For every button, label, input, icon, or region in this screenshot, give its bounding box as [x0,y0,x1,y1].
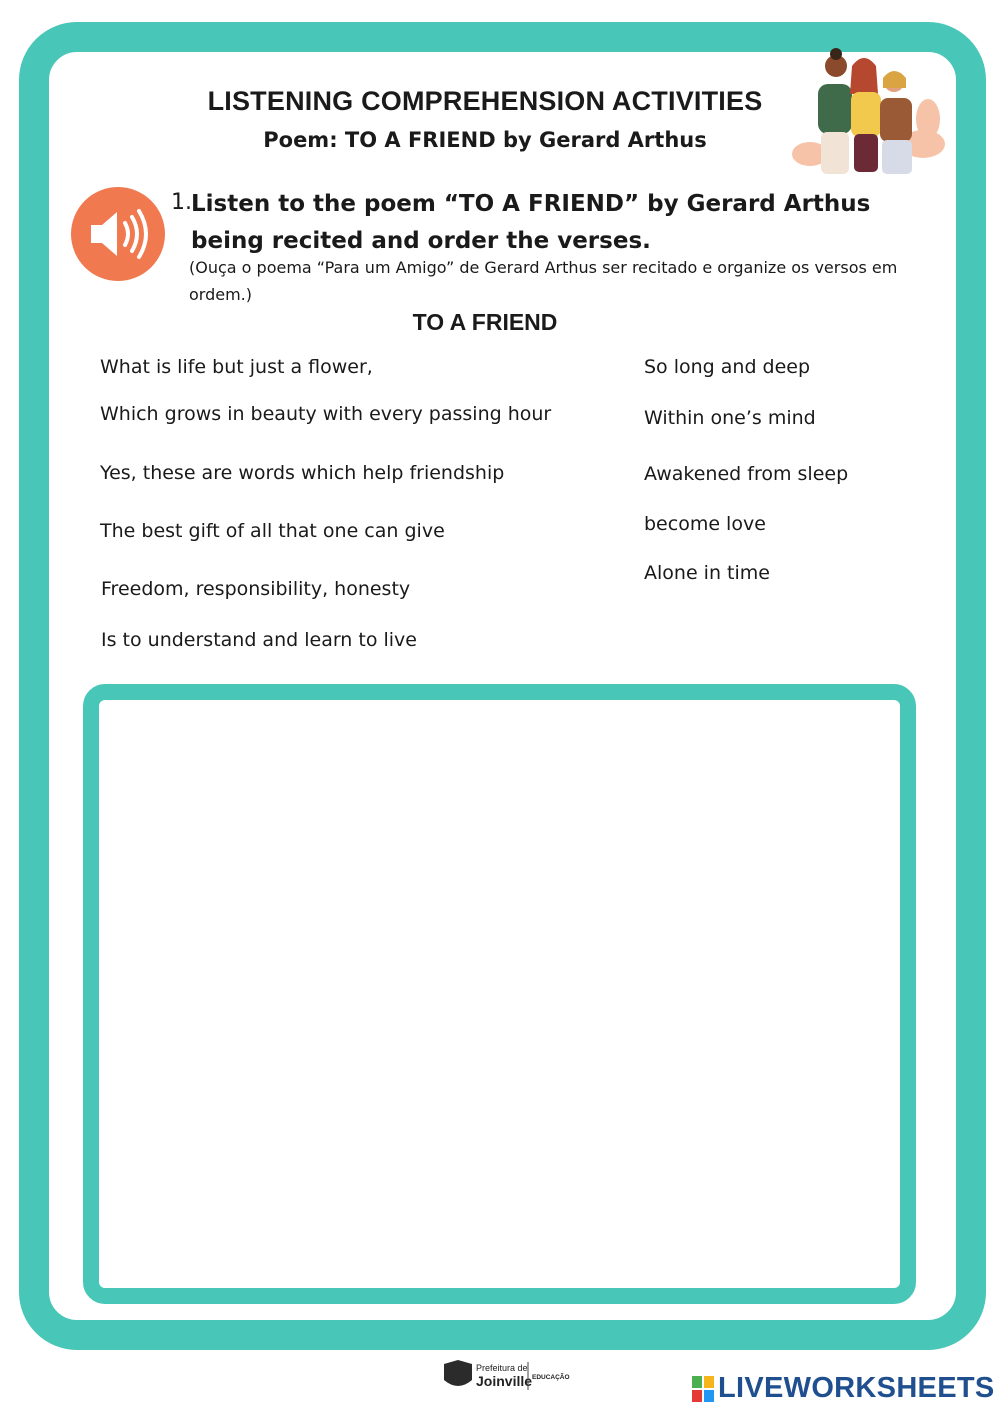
education-label: EDUCAÇÃO [532,1374,570,1381]
liveworksheets-badge-icon [692,1376,714,1402]
prefeitura-line2: Joinville [476,1373,533,1389]
verse-card[interactable]: Which grows in beauty with every passing hour [100,403,552,425]
question-translation: (Ouça o poema “Para um Amigo” de Gerard Arthus ser recitado e organize os versos em ordem.) [189,258,898,304]
prefeitura-joinville-logo [440,1356,570,1396]
friends-illustration [788,44,946,184]
verse-card[interactable]: Within one’s mind [644,407,816,429]
verse-card[interactable]: Is to understand and learn to live [101,629,417,651]
poem-title: TO A FRIEND [412,309,558,335]
prefeitura-line1: Prefeitura de [476,1363,528,1373]
page-subtitle: Poem: TO A FRIEND by Gerard Arthus [263,128,707,152]
page-title: LISTENING COMPREHENSION ACTIVITIES [207,86,763,116]
question-number: 1. [171,190,192,215]
verse-card[interactable]: become love [644,513,766,535]
verse-card[interactable]: Awakened from sleep [644,463,849,485]
verse-card[interactable]: The best gift of all that one can give [100,520,445,542]
question-text: Listen to the poem “TO A FRIEND” by Gerard Arthus being recited and order the verses. [191,191,871,254]
verse-card[interactable]: Yes, these are words which help friendship [100,462,505,484]
verse-card[interactable]: So long and deep [644,356,811,378]
verse-card[interactable]: What is life but just a flower, [100,356,373,378]
speaker-icon[interactable] [71,187,165,281]
answer-drop-zone[interactable] [83,684,916,1304]
verse-card[interactable]: Freedom, responsibility, honesty [101,578,411,600]
verse-card[interactable]: Alone in time [644,562,770,584]
liveworksheets-wordmark: LIVEWORKSHEETS [718,1372,995,1404]
